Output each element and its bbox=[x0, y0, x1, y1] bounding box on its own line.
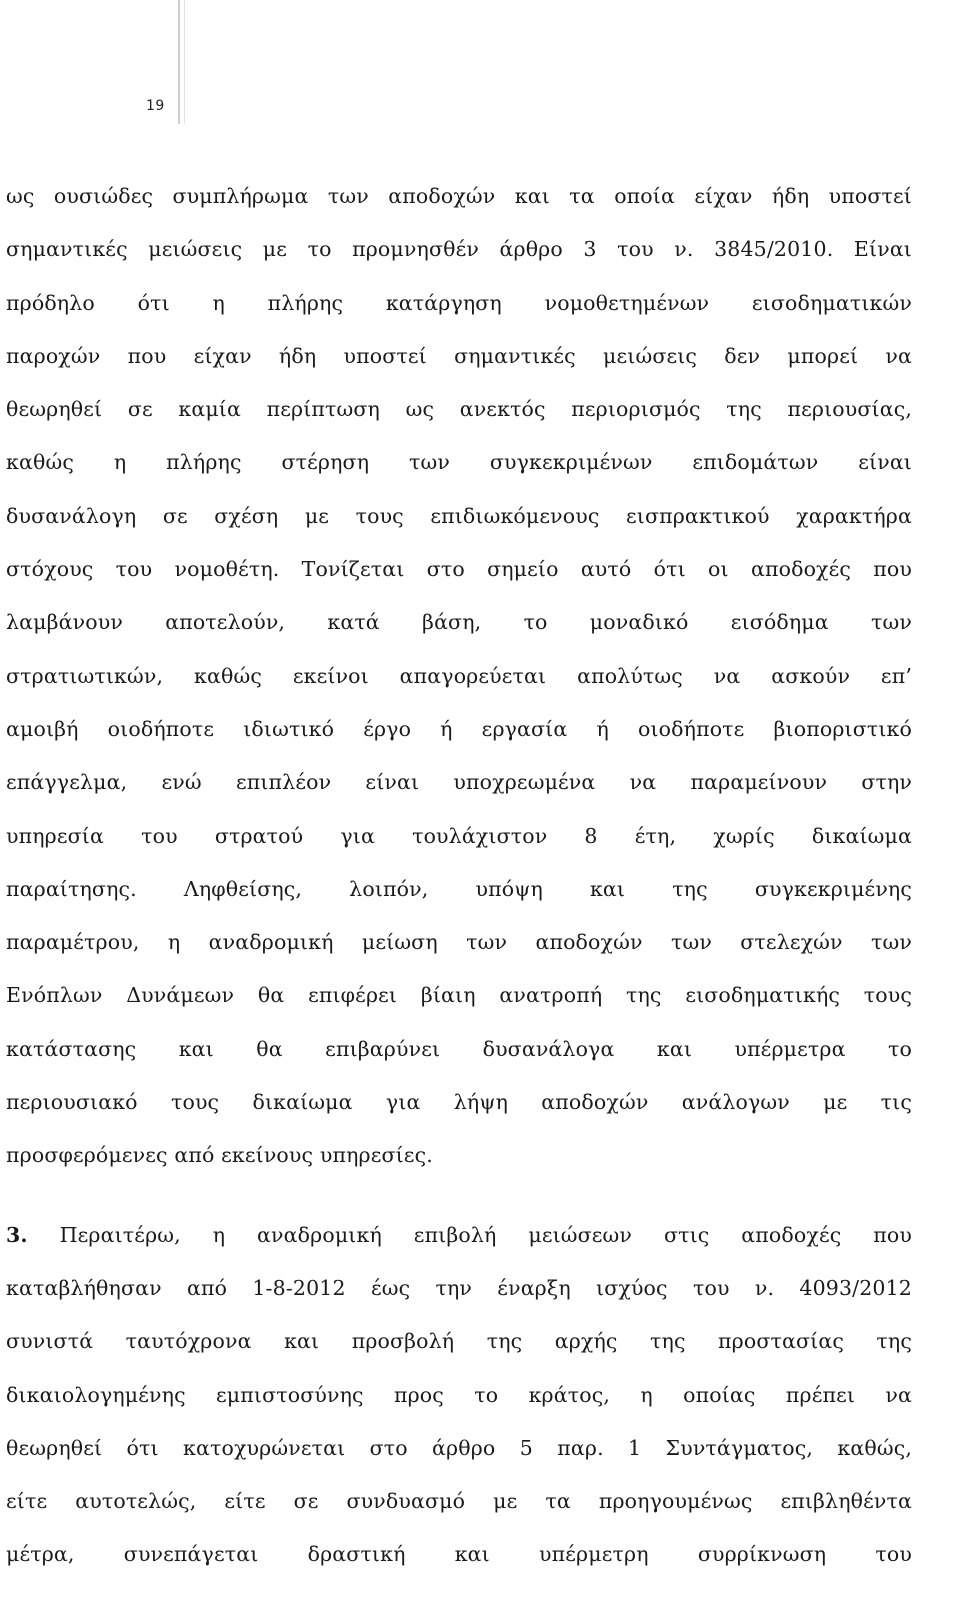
text-line: κατάστασης και θα επιβαρύνει δυσανάλογα και υπέρμετρα το bbox=[6, 1036, 912, 1061]
text-line: καθώς η πλήρης στέρηση των συγκεκριμένων επιδομάτων είναι bbox=[6, 450, 912, 475]
text-line: σημαντικές μειώσεις με το προμνησθέν άρθρο 3 του ν. 3845/2010. Είναι bbox=[6, 237, 912, 262]
text-line: παροχών που είχαν ήδη υποστεί σημαντικές μειώσεις δεν μπορεί να bbox=[6, 343, 912, 368]
text-line: περιουσιακό τους δικαίωμα για λήψη αποδοχών ανάλογων με τις bbox=[6, 1090, 912, 1115]
paragraph-number: 3. bbox=[6, 1222, 28, 1247]
text-line: είτε αυτοτελώς, είτε σε συνδυασμό με τα προηγουμένως επιβληθέντα bbox=[6, 1489, 912, 1514]
text-line: μέτρα, συνεπάγεται δραστική και υπέρμετρη συρρίκνωση του bbox=[6, 1542, 912, 1567]
paragraph-1 bbox=[6, 174, 912, 1187]
header-divider bbox=[178, 0, 180, 124]
text-line: παραίτησης. Ληφθείσης, λοιπόν, υπόψη και της συγκεκριμένης bbox=[6, 876, 912, 901]
text-line: συνιστά ταυτόχρονα και προσβολή της αρχής της προστασίας της bbox=[6, 1329, 912, 1354]
document-body bbox=[6, 174, 912, 1586]
text-line: επάγγελμα, ενώ επιπλέον είναι υποχρεωμένα να παραμείνουν στην bbox=[6, 770, 912, 795]
text-line: υπηρεσία του στρατού για τουλάχιστον 8 έτη, χωρίς δικαίωμα bbox=[6, 823, 912, 848]
text-line: προσφερόμενες από εκείνους υπηρεσίες. bbox=[6, 1143, 433, 1168]
text-line: αμοιβή οιοδήποτε ιδιωτικό έργο ή εργασία ή οιοδήποτε βιοποριστικό bbox=[6, 716, 912, 741]
text-line: θεωρηθεί σε καμία περίπτωση ως ανεκτός περιορισμός της περιουσίας, bbox=[6, 397, 912, 422]
text-line: θεωρηθεί ότι κατοχυρώνεται στο άρθρο 5 παρ. 1 Συντάγματος, καθώς, bbox=[6, 1435, 912, 1460]
text-line: καταβλήθησαν από 1-8-2012 έως την έναρξη ισχύος του ν. 4093/2012 bbox=[6, 1275, 912, 1300]
header-divider-shadow bbox=[184, 0, 185, 124]
text-line: λαμβάνουν αποτελούν, κατά βάση, το μοναδικό εισόδημα των bbox=[6, 610, 912, 635]
text-segment: Περαιτέρω, η αναδρομική επιβολή μειώσεων στις αποδοχές που bbox=[59, 1222, 912, 1247]
text-line: στρατιωτικών, καθώς εκείνοι απαγορεύεται απολύτως να ασκούν επ’ bbox=[6, 663, 912, 688]
paragraph-spacer bbox=[6, 1187, 912, 1213]
text-line: Ενόπλων Δυνάμεων θα επιφέρει βίαιη ανατροπή της εισοδηματικής τους bbox=[6, 983, 912, 1008]
text-line: στόχους του νομοθέτη. Τονίζεται στο σημείο αυτό ότι οι αποδοχές που bbox=[6, 557, 912, 582]
text-line: δυσανάλογη σε σχέση με τους επιδιωκόμενους εισπρακτικού χαρακτήρα bbox=[6, 503, 912, 528]
text-line: πρόδηλο ότι η πλήρης κατάργηση νομοθετημένων εισοδηματικών bbox=[6, 290, 912, 315]
page-number: 19 bbox=[146, 98, 165, 114]
text-line-first bbox=[6, 1213, 912, 1266]
text-line: ως ουσιώδες συμπλήρωμα των αποδοχών και τα οποία είχαν ήδη υποστεί bbox=[6, 184, 912, 208]
paragraph-2 bbox=[6, 1213, 912, 1586]
text-line: παραμέτρου, η αναδρομική μείωση των αποδοχών των στελεχών των bbox=[6, 930, 912, 955]
text-line: δικαιολογημένης εμπιστοσύνης προς το κράτος, η οποίας πρέπει να bbox=[6, 1382, 912, 1407]
